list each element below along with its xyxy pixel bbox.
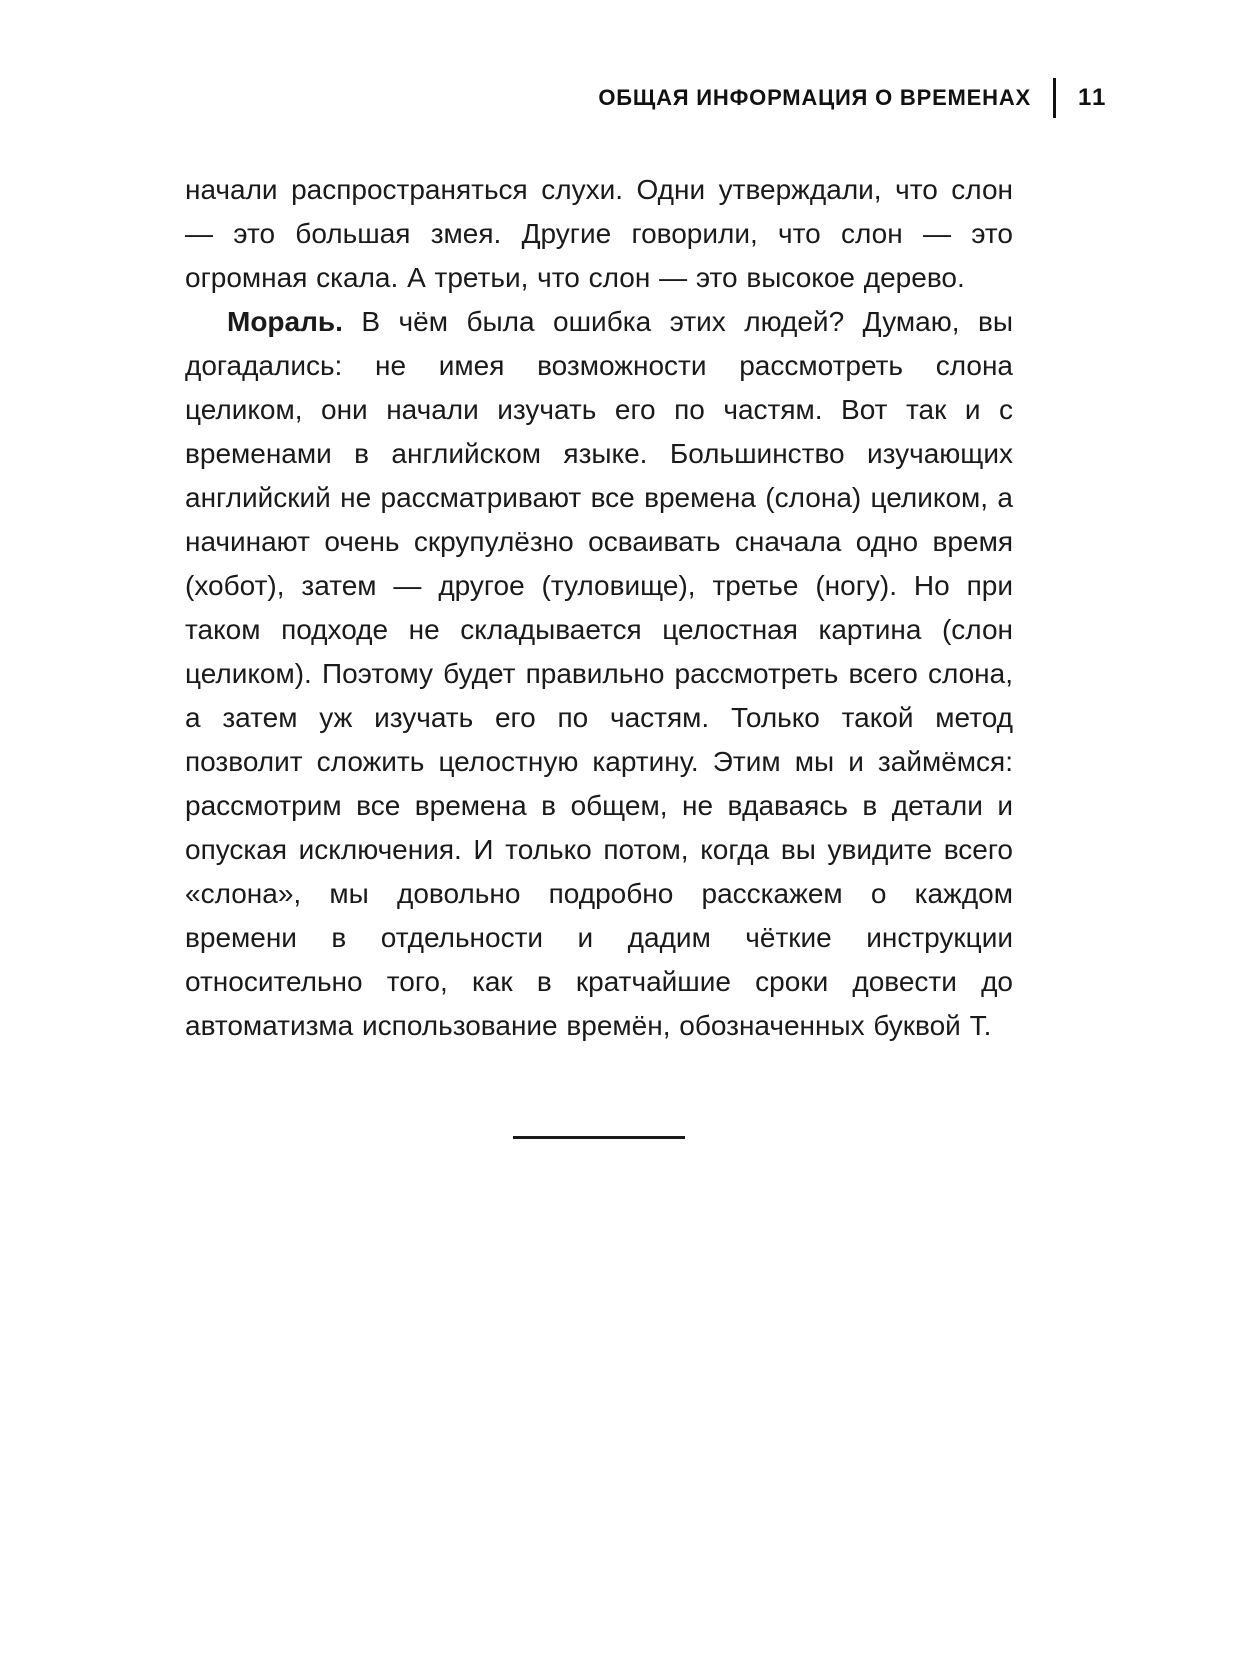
chapter-title: ОБЩАЯ ИНФОРМАЦИЯ О ВРЕМЕНАХ: [598, 85, 1031, 110]
moral-body-text: В чём была ошибка этих людей? Думаю, вы догадались: не имея возможности рассмотреть слона целиком, они начали изучать его по частям. Вот так и с временами в английском языке. Большинство изучающих английский не рассматривают все времена (слона) целиком, а начинают очень скрупулёзно осваивать сначала одно время (хобот), затем — другое (туловище), третье (ногу). Но при таком подходе не складывается целостная картина (слон целиком). Поэтому будет правильно рассмотреть всего слона, а затем уж изучать его по частям. Только такой метод позволит сложить целостную картину. Этим мы и займёмся: рассмотрим все времена в общем, не вдаваясь в детали и опуская исключения. И только потом, когда вы увидите всего «слона», мы довольно подробно расскажем о каждом времени в отдельности и дадим чёткие инструкции относительно того, как в кратчайшие сроки довести до автоматизма использование времён, обозначенных буквой Т.: [185, 306, 1013, 1041]
paragraph-moral: [185, 300, 1013, 1048]
paragraph-continuation: начали распространяться слухи. Одни утверждали, что слон — это большая змея. Другие говорили, что слон — это огромная скала. А третьи, что слон — это высокое дерево.: [185, 174, 1013, 293]
body-text: [185, 168, 1013, 1139]
header-divider-rule: [1053, 78, 1056, 118]
page-number: 11: [1078, 84, 1108, 111]
section-divider-rule: [513, 1136, 685, 1139]
running-header: [0, 78, 1112, 118]
moral-lead-word: Мораль.: [227, 306, 343, 337]
